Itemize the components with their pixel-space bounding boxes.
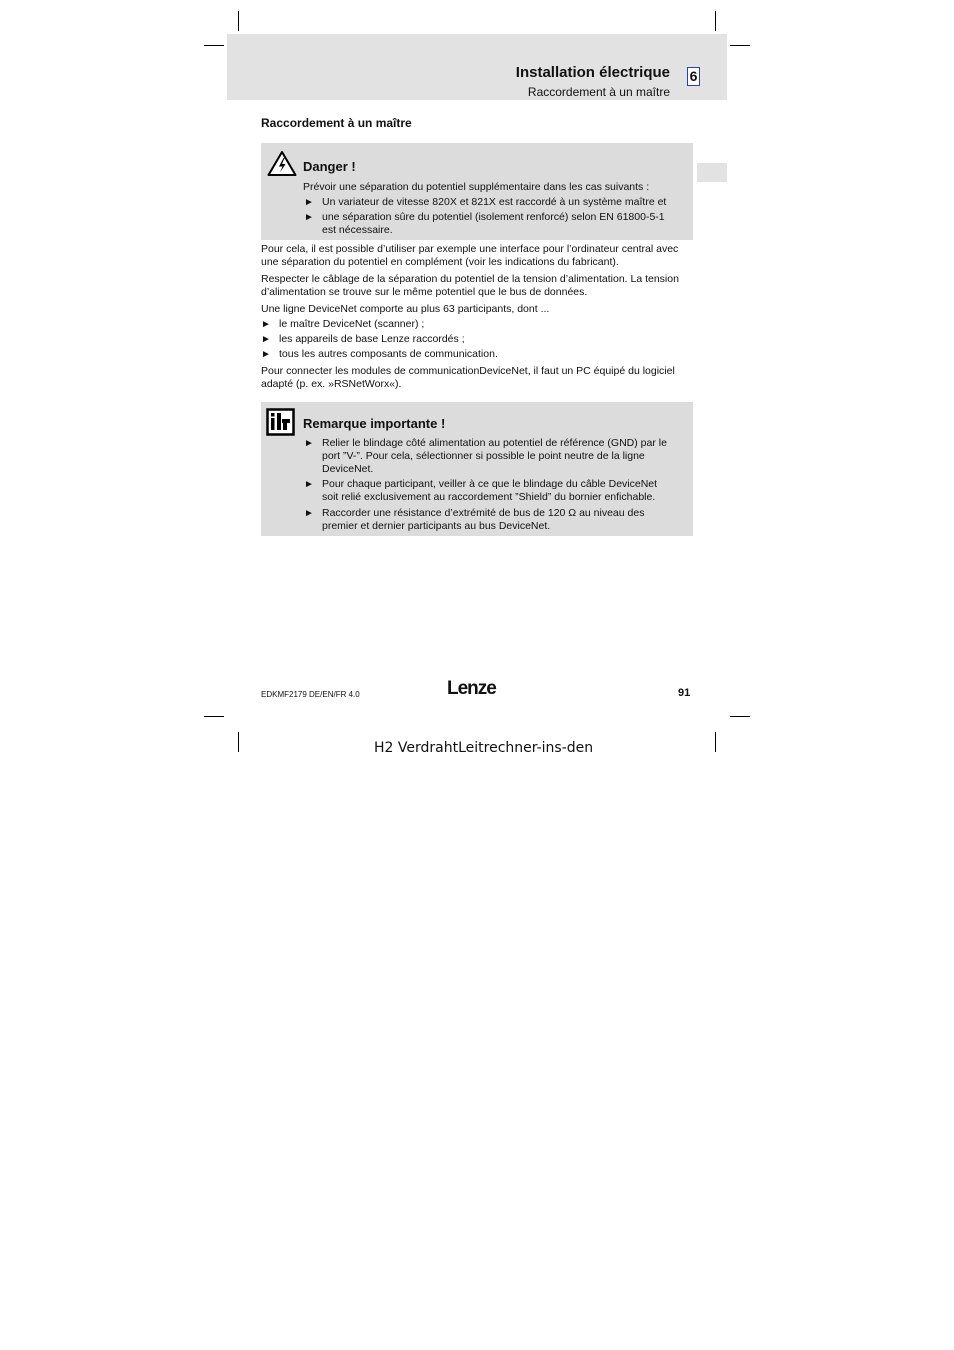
note-item: ► Relier le blindage côté alimentation au potentiel de référence (GND) par le port ”V-”. Pour cela, sélectionner si possible le point neutre de la ligne DeviceNet. (304, 437, 667, 475)
info-icon (266, 408, 295, 436)
crop-mark (238, 11, 239, 31)
bullet-arrow-icon: ► (261, 334, 271, 345)
paragraph: Respecter le câblage de la séparation du potentiel de la tension d’alimentation. La tension d’alimentation se trouve sur le même potentiel que le bus de données. (261, 273, 679, 298)
lightning-warning-icon (267, 150, 297, 177)
bullet-arrow-icon: ► (261, 349, 271, 360)
bullet-arrow-icon: ► (261, 319, 271, 330)
bullet-arrow-icon: ► (304, 197, 314, 208)
document-code: EDKMF2179 DE/EN/FR 4.0 (261, 690, 360, 699)
crop-mark (204, 45, 224, 46)
list-item: ► tous les autres composants de communication. (261, 348, 498, 360)
crop-mark (715, 732, 716, 752)
paragraph: Pour connecter les modules de communicationDeviceNet, il faut un PC équipé du logiciel adapté (p. ex. »RSNetWorx«). (261, 365, 675, 390)
danger-item: ► Un variateur de vitesse 820X et 821X est raccordé à un système maître et (304, 196, 667, 208)
crop-mark (730, 716, 750, 717)
image-caption: H2 VerdrahtLeitrechner-ins-den (374, 740, 594, 756)
bullet-arrow-icon: ► (304, 479, 314, 490)
crop-mark (730, 45, 750, 46)
lenze-logo: Lenze (447, 678, 496, 699)
page-subtitle: Raccordement à un maître (527, 85, 670, 99)
list-item: ► les appareils de base Lenze raccordés ; (261, 333, 465, 345)
bullet-arrow-icon: ► (304, 212, 314, 223)
section-title: Raccordement à un maître (261, 116, 412, 130)
bullet-arrow-icon: ► (304, 508, 314, 519)
bullet-arrow-icon: ► (304, 438, 314, 449)
crop-mark (715, 11, 716, 31)
paragraph: Une ligne DeviceNet comporte au plus 63 participants, dont ... (261, 303, 550, 315)
note-item: ► Pour chaque participant, veiller à ce que le blindage du câble DeviceNet soit relié exclusivement au raccordement ”Shield” du bornier enfichable. (304, 478, 658, 503)
page-number: 91 (678, 687, 691, 699)
note-item: ► Raccorder une résistance d’extrémité de bus de 120 Ω au niveau des premier et dernier participants au bus DeviceNet. (304, 507, 645, 532)
crop-mark (204, 716, 224, 717)
danger-intro: Prévoir une séparation du potentiel supplémentaire dans les cas suivants : (303, 181, 650, 193)
chapter-number: 6 (687, 67, 700, 86)
danger-heading: Danger ! (303, 159, 356, 174)
page-title: Installation électrique (515, 64, 670, 81)
note-heading: Remarque importante ! (303, 416, 446, 431)
danger-item: ► une séparation sûre du potentiel (isolement renforcé) selon EN 61800-5-1 est nécessaire. (304, 211, 665, 236)
list-item: ► le maître DeviceNet (scanner) ; (261, 318, 425, 330)
crop-mark (238, 732, 239, 752)
chapter-tab (697, 163, 727, 182)
paragraph: Pour cela, il est possible d’utiliser par exemple une interface pour l’ordinateur central avec une séparation du potentiel en complément (voir les indications du fabricant). (261, 243, 679, 268)
